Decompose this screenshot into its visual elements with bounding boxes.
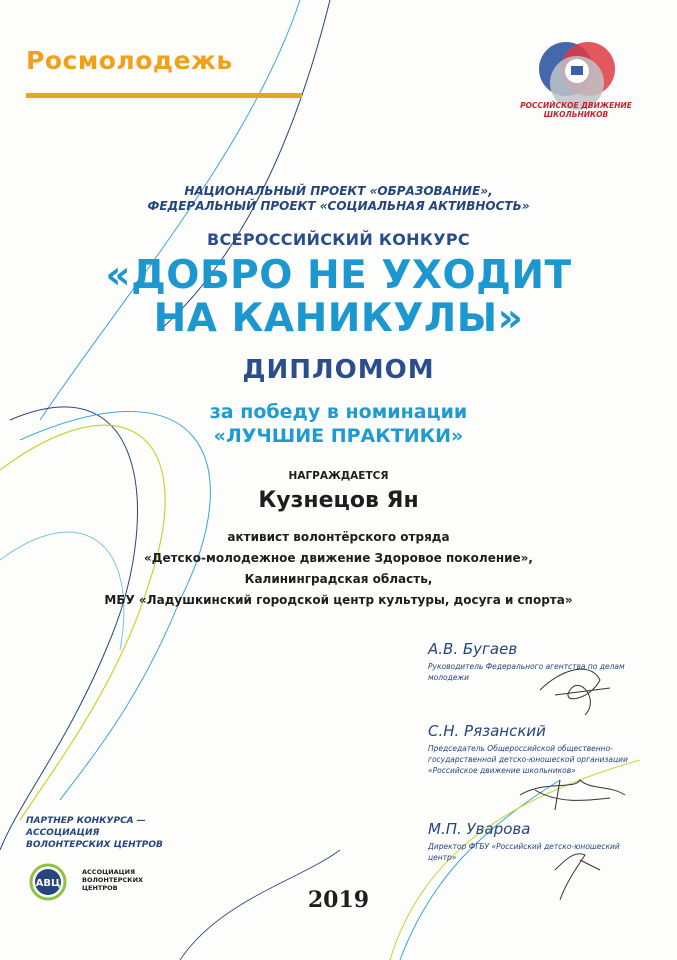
recipient-description: [0, 527, 677, 611]
signer-name: А.В. Бугаев: [428, 640, 518, 658]
avc-logo-short: АВЦ: [35, 878, 61, 889]
signer-position-line: молодежи: [428, 673, 470, 682]
project-line-2: ФЕДЕРАЛЬНЫЙ ПРОЕКТ «СОЦИАЛЬНАЯ АКТИВНОСТЬ»: [147, 199, 530, 213]
signer-name: С.Н. Рязанский: [428, 722, 546, 740]
desc-line-2: «Детско-молодежное движение Здоровое поколение»,: [144, 551, 533, 565]
signature-block-3: [428, 820, 668, 863]
signer-position-line: «Российское движение школьников»: [428, 766, 576, 775]
signer-position: [428, 661, 668, 683]
title-line-1: «ДОБРО НЕ УХОДИТ: [105, 253, 572, 298]
signature-block-1: [428, 640, 668, 683]
signer-position-line: Руководитель Федерального агентства по делам: [428, 662, 625, 671]
diploma-heading: ДИПЛОМОМ: [242, 355, 435, 385]
signer-name: М.П. Уварова: [428, 820, 531, 838]
desc-line-3: Калининградская область,: [244, 572, 433, 586]
rdsh-logo-text: РОССИЙСКОЕ ДВИЖЕНИЕ ШКОЛЬНИКОВ: [520, 101, 632, 119]
rosmolodezh-logo: Росмолодежь: [26, 46, 233, 75]
partner-line-3: ВОЛОНТЕРСКИХ ЦЕНТРОВ: [26, 840, 163, 850]
contest-label: ВСЕРОССИЙСКИЙ КОНКУРС: [207, 230, 470, 249]
partner-label: [26, 815, 163, 851]
desc-line-1: активист волонтёрского отряда: [227, 530, 450, 544]
contest-title: [0, 254, 677, 340]
nomination-line-1: за победу в номинации: [209, 401, 468, 423]
signer-position-line: государственной детско-юношеской организации: [428, 755, 628, 764]
signer-position: [428, 841, 668, 863]
recipient-name: Кузнецов Ян: [258, 488, 419, 513]
signer-position: [428, 743, 668, 776]
logo-underline: [26, 93, 302, 98]
title-line-2: НА КАНИКУЛЫ»: [153, 296, 524, 341]
desc-line-4: МБУ «Ладушкинский городской центр культуры, досуга и спорта»: [104, 593, 573, 607]
partner-line-2: АССОЦИАЦИЯ: [26, 828, 100, 838]
nomination: [0, 400, 677, 448]
project-block: [0, 184, 677, 214]
signer-position-line: Председатель Общероссийской общественно-: [428, 744, 613, 753]
signature-block-2: [428, 722, 668, 776]
nomination-line-2: «ЛУЧШИЕ ПРАКТИКИ»: [213, 425, 464, 447]
avc-logo-name: АССОЦИАЦИЯ ВОЛОНТЕРСКИХ ЦЕНТРОВ: [82, 868, 144, 892]
signer-position-line: центр»: [428, 853, 457, 862]
signer-position-line: Директор ФГБУ «Российский детско-юношеский: [428, 842, 620, 851]
project-line-1: НАЦИОНАЛЬНЫЙ ПРОЕКТ «ОБРАЗОВАНИЕ»,: [184, 184, 493, 198]
partner-line-1: ПАРТНЕР КОНКУРСА —: [26, 816, 146, 826]
awarded-label: НАГРАЖДАЕТСЯ: [288, 470, 389, 482]
year: 2019: [307, 887, 370, 913]
